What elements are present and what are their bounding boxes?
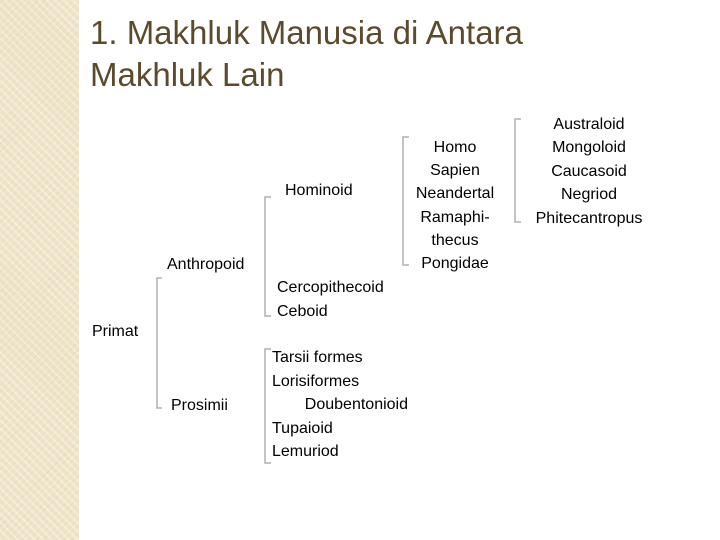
node-sapien: Sapien xyxy=(430,162,480,180)
node-cercopithecoid: Cercopithecoid xyxy=(277,279,384,296)
node-australoid: Australoid xyxy=(553,116,625,133)
node-anthropoid: Anthropoid xyxy=(167,256,245,273)
node-ceboid: Ceboid xyxy=(277,302,328,320)
node-phitecantropus: Phitecantropus xyxy=(535,209,643,227)
bracket-prosimii xyxy=(265,349,271,463)
list-hominoid-children xyxy=(407,136,503,275)
node-hominoid: Hominoid xyxy=(285,182,353,199)
node-homo: Homo xyxy=(433,139,477,156)
node-pongidae: Pongidae xyxy=(421,255,489,273)
node-negriod: Negriod xyxy=(560,186,618,204)
list-anthropoid-children xyxy=(277,276,384,323)
node-lorisiformes: Lorisiformes xyxy=(272,372,360,390)
node-tarsii-formes: Tarsii formes xyxy=(272,349,363,366)
node-ramaphithecus-line1: Ramaphi- xyxy=(420,208,490,226)
list-homo-children xyxy=(522,113,656,230)
title-line-2: Makhluk Lain xyxy=(90,56,285,93)
node-primat: Primat xyxy=(92,323,139,340)
node-doubentonioid: Doubentonioid xyxy=(304,396,408,414)
node-prosimii: Prosimii xyxy=(171,397,228,414)
bracket-primat xyxy=(157,278,162,408)
node-ramaphithecus-line2: thecus xyxy=(431,231,479,249)
bracket-anthropoid xyxy=(265,197,271,316)
title-line-1: 1. Makhluk Manusia di Antara xyxy=(90,14,523,51)
list-prosimii-children xyxy=(272,346,408,464)
bracket-homo xyxy=(515,119,521,222)
node-mongoloid: Mongoloid xyxy=(552,139,626,157)
node-caucasoid: Caucasoid xyxy=(551,162,627,180)
node-tupaioid: Tupaioid xyxy=(272,419,333,437)
node-neandertal: Neandertal xyxy=(415,185,495,203)
node-lemuriod: Lemuriod xyxy=(272,443,339,461)
